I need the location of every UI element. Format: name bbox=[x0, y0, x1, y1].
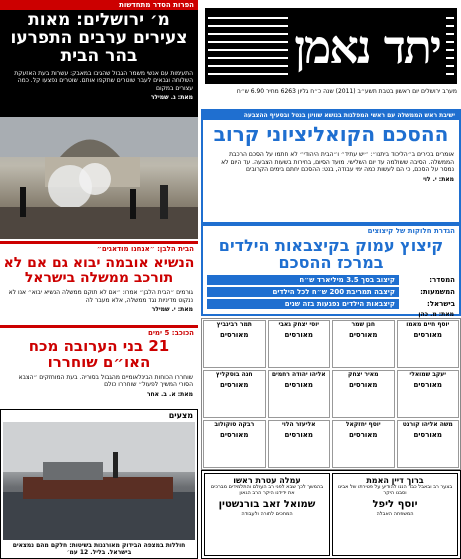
photo-label: מצעים bbox=[168, 411, 193, 420]
notice-card[interactable]: תמר רבינביץ מאורסים bbox=[203, 320, 266, 368]
story-byline: מאת: ג. שמילר bbox=[150, 94, 193, 102]
story-byline: מאת: י. לוי bbox=[423, 175, 454, 183]
fact-value: קיצוב בסך 3.5 מיליארד ש״ח bbox=[207, 275, 399, 285]
masthead bbox=[201, 0, 461, 98]
announcement-obituary[interactable]: ברוך דיין האמת בצער רב ובאבל כבד הננו להודיע על פטירתו של אבינו וסבנו היקר יוסף ליפל המשפחה האבלה bbox=[332, 473, 458, 556]
story-headline[interactable]: קיצוץ עמוק בקיצבאות הילדים במרכז ההסכם bbox=[218, 236, 444, 272]
story-temple-mount[interactable] bbox=[0, 0, 198, 117]
story-kicker: ישיבת ראש הממשלה עם ראשי המפלגות בנושא שוויון בנטל ובסעיף ההצבעה bbox=[203, 111, 459, 120]
notice-card[interactable]: חנה בוסקליץ מאורסים bbox=[203, 370, 266, 418]
story-byline: מאת: א. ב. אחר bbox=[146, 390, 193, 398]
ship-photo-box[interactable] bbox=[0, 409, 198, 559]
fact-row bbox=[203, 274, 459, 286]
notice-card[interactable]: חנן שמר מאורסים bbox=[332, 320, 395, 368]
story-byline: מאת: מ. כהן bbox=[418, 310, 454, 318]
fact-row bbox=[203, 286, 459, 298]
story-body: שוחררו הכוחות הבינלאומיים מהגבול בסוריה. בעת המוחזקים ״הצבא הסורי המשיך לפעול״ שוחררו כולם bbox=[18, 373, 193, 388]
notice-card[interactable]: יוסי יצחק גאבי מאורסים bbox=[268, 320, 331, 368]
story-obama[interactable] bbox=[0, 241, 198, 323]
logo bbox=[205, 8, 457, 84]
story-headline[interactable]: מ׳ ירושלים: מאות צעירים ערבים התפרעו בהר הבית bbox=[10, 10, 188, 66]
notice-card[interactable]: יוסף חיים מאמו מאורסים bbox=[397, 320, 460, 368]
fact-label: המשמעות: bbox=[420, 287, 455, 296]
riot-photo[interactable] bbox=[0, 117, 198, 239]
ship-photo bbox=[3, 422, 195, 540]
story-byline: מאת: י. שמילר bbox=[151, 306, 193, 314]
notice-card[interactable]: אליעזר הלוי מאורסים bbox=[268, 420, 331, 468]
notice-card[interactable]: יעקב שמואלי מאורסים bbox=[397, 370, 460, 418]
story-kicker: הכוכב: 5 ימים bbox=[147, 329, 194, 337]
fact-row bbox=[203, 298, 459, 310]
logo-text: יתד נאמן bbox=[288, 15, 446, 79]
notice-card[interactable]: אליהו יהודה רחמים מאורסים bbox=[268, 370, 331, 418]
story-un-hostages[interactable] bbox=[0, 325, 198, 407]
story-body: אומרים בכירים ב״הליכוד ביתנו״: ״יש עתיד״ ו״הבית היהודי״ לא חתמו על הסכם הרכבת הממשלה. הסיבה ששולמה עד יום השלישי. מועד הסיום, בחירות בשעות הצבעה. עד היום לא נמסר על הסכם, כי הם לעשות כמה ימי עבודה, בנט: ההסכם יחתם בימים הקרובים bbox=[221, 151, 454, 173]
announcement-congrats[interactable]: עמלה עטרת ראשו בהמשך לכך שבא לפני רב העולם והתלמידים מברכים את ידידנו היקר הרב הגאון שמואל זאב בורנשטין המחכים לתורה ולעבודה bbox=[204, 473, 330, 556]
fact-value: קיצבה תמריבת 200 ש״ח לכל הילדים bbox=[207, 287, 399, 297]
story-headline[interactable]: 21 בני הערובה מכח האו״ם שוחררו bbox=[28, 337, 170, 371]
story-coalition[interactable] bbox=[201, 109, 461, 224]
story-kicker: הגדרת חלוקות של קיצוצים bbox=[367, 227, 455, 235]
story-kicker: הפרות הסדר מתחדשות bbox=[0, 0, 198, 10]
fact-label: בישראל: bbox=[427, 299, 455, 308]
notice-card[interactable]: מאיר יצחק מאורסים bbox=[332, 370, 395, 418]
engagement-notices bbox=[201, 318, 461, 470]
story-body: גורמים ״הבית הלבן״ אמרו: ״אם לא תוקם ממשלה הנשיא יבוא״ אנו לא ננקוט מדיניות נגד ממשלה, אלא מעבר לה bbox=[8, 289, 193, 304]
story-body: התעימות עם אנשי משמר הגבול שהגיבו במאבק: עשרות בעת האזעקת השלוחה וגבאים לעבר שוטרים שתקפו אותם. שוטרים נפצעו קל. כמה עצורים במקום bbox=[14, 69, 193, 92]
notice-card[interactable]: משה אליהו קורנט מאורסים bbox=[397, 420, 460, 468]
announcements bbox=[201, 470, 461, 559]
notice-card[interactable]: יוסף יחזקאל מאורסים bbox=[332, 420, 395, 468]
notice-card[interactable]: רבקה סוקולוב מאורסים bbox=[203, 420, 266, 468]
fact-value: קיצבאות הילדים נפגעות בזה שנים bbox=[207, 299, 399, 309]
story-child-allowance[interactable] bbox=[201, 224, 461, 316]
photo-caption: חוללות במצפה הבידוק מאורגנות בשיטות: חלקם מהם נמצאים בישראל. בליל. 12 עמ׳ bbox=[12, 542, 186, 556]
dateline: מערב ירושלים יום ראשון בטבת תשע״ב (2011) שנה כ״ח גליון 6263 מחיר 6.90 ש״ח bbox=[236, 88, 457, 95]
riot-photo-image bbox=[0, 117, 198, 239]
story-headline[interactable]: ההסכם הקואליציוני קרוב bbox=[213, 122, 449, 146]
story-kicker: הבית הלבן: ״אנחנו מודאגים״ bbox=[96, 245, 194, 253]
story-headline[interactable]: הנשיא אובמה יבוא גם אם לא תורכב ממשלה בישראל bbox=[3, 255, 195, 286]
fact-label: המסדר: bbox=[429, 275, 455, 284]
